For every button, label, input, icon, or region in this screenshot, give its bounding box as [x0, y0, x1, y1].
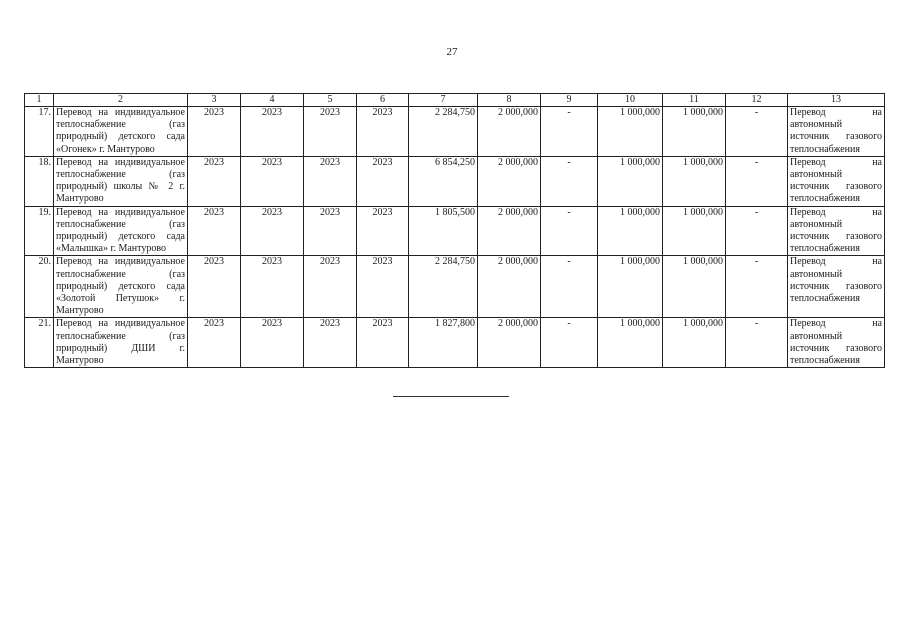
cell-col-9: -	[541, 256, 598, 318]
cell-col-3: 2023	[188, 318, 241, 368]
row-number: 21.	[25, 318, 54, 368]
column-header-13: 13	[788, 94, 885, 107]
column-header-8: 8	[478, 94, 541, 107]
measure-name: Перевод на индивидуальное теплоснабжение (газ природный) детского сада «Золотой Петушок» г. Мантурово	[54, 256, 188, 318]
cell-col-7: 2 284,750	[409, 256, 478, 318]
cell-col-6: 2023	[357, 318, 409, 368]
cell-col-5: 2023	[304, 206, 357, 256]
table-row	[25, 107, 885, 157]
column-header-1: 1	[25, 94, 54, 107]
cell-col-3: 2023	[188, 156, 241, 206]
cell-col-8: 2 000,000	[478, 318, 541, 368]
column-header-2: 2	[54, 94, 188, 107]
cell-col-12: -	[726, 256, 788, 318]
column-header-6: 6	[357, 94, 409, 107]
cell-col-6: 2023	[357, 256, 409, 318]
note-cell: Перевод на автономный источник газового теплоснабжения	[788, 107, 885, 157]
cell-col-9: -	[541, 206, 598, 256]
cell-col-10: 1 000,000	[598, 256, 663, 318]
row-number: 19.	[25, 206, 54, 256]
cell-col-5: 2023	[304, 107, 357, 157]
table-row	[25, 318, 885, 368]
column-header-7: 7	[409, 94, 478, 107]
cell-col-7: 1 805,500	[409, 206, 478, 256]
cell-col-10: 1 000,000	[598, 156, 663, 206]
cell-col-6: 2023	[357, 156, 409, 206]
cell-col-12: -	[726, 206, 788, 256]
table-row	[25, 256, 885, 318]
column-header-12: 12	[726, 94, 788, 107]
cell-col-8: 2 000,000	[478, 256, 541, 318]
measure-name: Перевод на индивидуальное теплоснабжение (газ природный) детского сада «Малышка» г. Мантурово	[54, 206, 188, 256]
cell-col-7: 1 827,800	[409, 318, 478, 368]
column-header-5: 5	[304, 94, 357, 107]
table-row	[25, 156, 885, 206]
cell-col-9: -	[541, 318, 598, 368]
end-divider	[393, 396, 509, 397]
cell-col-3: 2023	[188, 256, 241, 318]
cell-col-6: 2023	[357, 107, 409, 157]
cell-col-11: 1 000,000	[663, 206, 726, 256]
header-row	[25, 94, 885, 107]
measure-name: Перевод на индивидуальное теплоснабжение (газ природный) ДШИ г. Мантурово	[54, 318, 188, 368]
cell-col-10: 1 000,000	[598, 107, 663, 157]
note-cell: Перевод на автономный источник газового теплоснабжения	[788, 206, 885, 256]
page-number: 27	[446, 46, 458, 58]
cell-col-4: 2023	[241, 156, 304, 206]
note-cell: Перевод на автономный источник газового теплоснабжения	[788, 156, 885, 206]
row-number: 20.	[25, 256, 54, 318]
table-row	[25, 206, 885, 256]
cell-col-4: 2023	[241, 256, 304, 318]
cell-col-6: 2023	[357, 206, 409, 256]
measure-name: Перевод на индивидуальное теплоснабжение (газ природный) детского сада «Огонек» г. Мантурово	[54, 107, 188, 157]
cell-col-12: -	[726, 107, 788, 157]
cell-col-8: 2 000,000	[478, 107, 541, 157]
column-header-4: 4	[241, 94, 304, 107]
cell-col-12: -	[726, 156, 788, 206]
cell-col-4: 2023	[241, 318, 304, 368]
cell-col-4: 2023	[241, 107, 304, 157]
cell-col-11: 1 000,000	[663, 107, 726, 157]
cell-col-3: 2023	[188, 107, 241, 157]
cell-col-8: 2 000,000	[478, 206, 541, 256]
cell-col-9: -	[541, 156, 598, 206]
column-header-10: 10	[598, 94, 663, 107]
cell-col-11: 1 000,000	[663, 318, 726, 368]
cell-col-3: 2023	[188, 206, 241, 256]
cell-col-7: 2 284,750	[409, 107, 478, 157]
cell-col-9: -	[541, 107, 598, 157]
row-number: 17.	[25, 107, 54, 157]
measure-name: Перевод на индивидуальное теплоснабжение (газ природный) школы № 2 г. Мантурово	[54, 156, 188, 206]
cell-col-5: 2023	[304, 318, 357, 368]
cell-col-5: 2023	[304, 256, 357, 318]
cell-col-10: 1 000,000	[598, 206, 663, 256]
column-header-11: 11	[663, 94, 726, 107]
note-cell: Перевод на автономный источник газового теплоснабжения	[788, 256, 885, 318]
cell-col-12: -	[726, 318, 788, 368]
cell-col-7: 6 854,250	[409, 156, 478, 206]
cell-col-8: 2 000,000	[478, 156, 541, 206]
cell-col-11: 1 000,000	[663, 156, 726, 206]
cell-col-5: 2023	[304, 156, 357, 206]
column-header-9: 9	[541, 94, 598, 107]
column-header-3: 3	[188, 94, 241, 107]
cell-col-4: 2023	[241, 206, 304, 256]
cell-col-10: 1 000,000	[598, 318, 663, 368]
note-cell: Перевод на автономный источник газового теплоснабжения	[788, 318, 885, 368]
program-table	[24, 93, 885, 368]
cell-col-11: 1 000,000	[663, 256, 726, 318]
row-number: 18.	[25, 156, 54, 206]
